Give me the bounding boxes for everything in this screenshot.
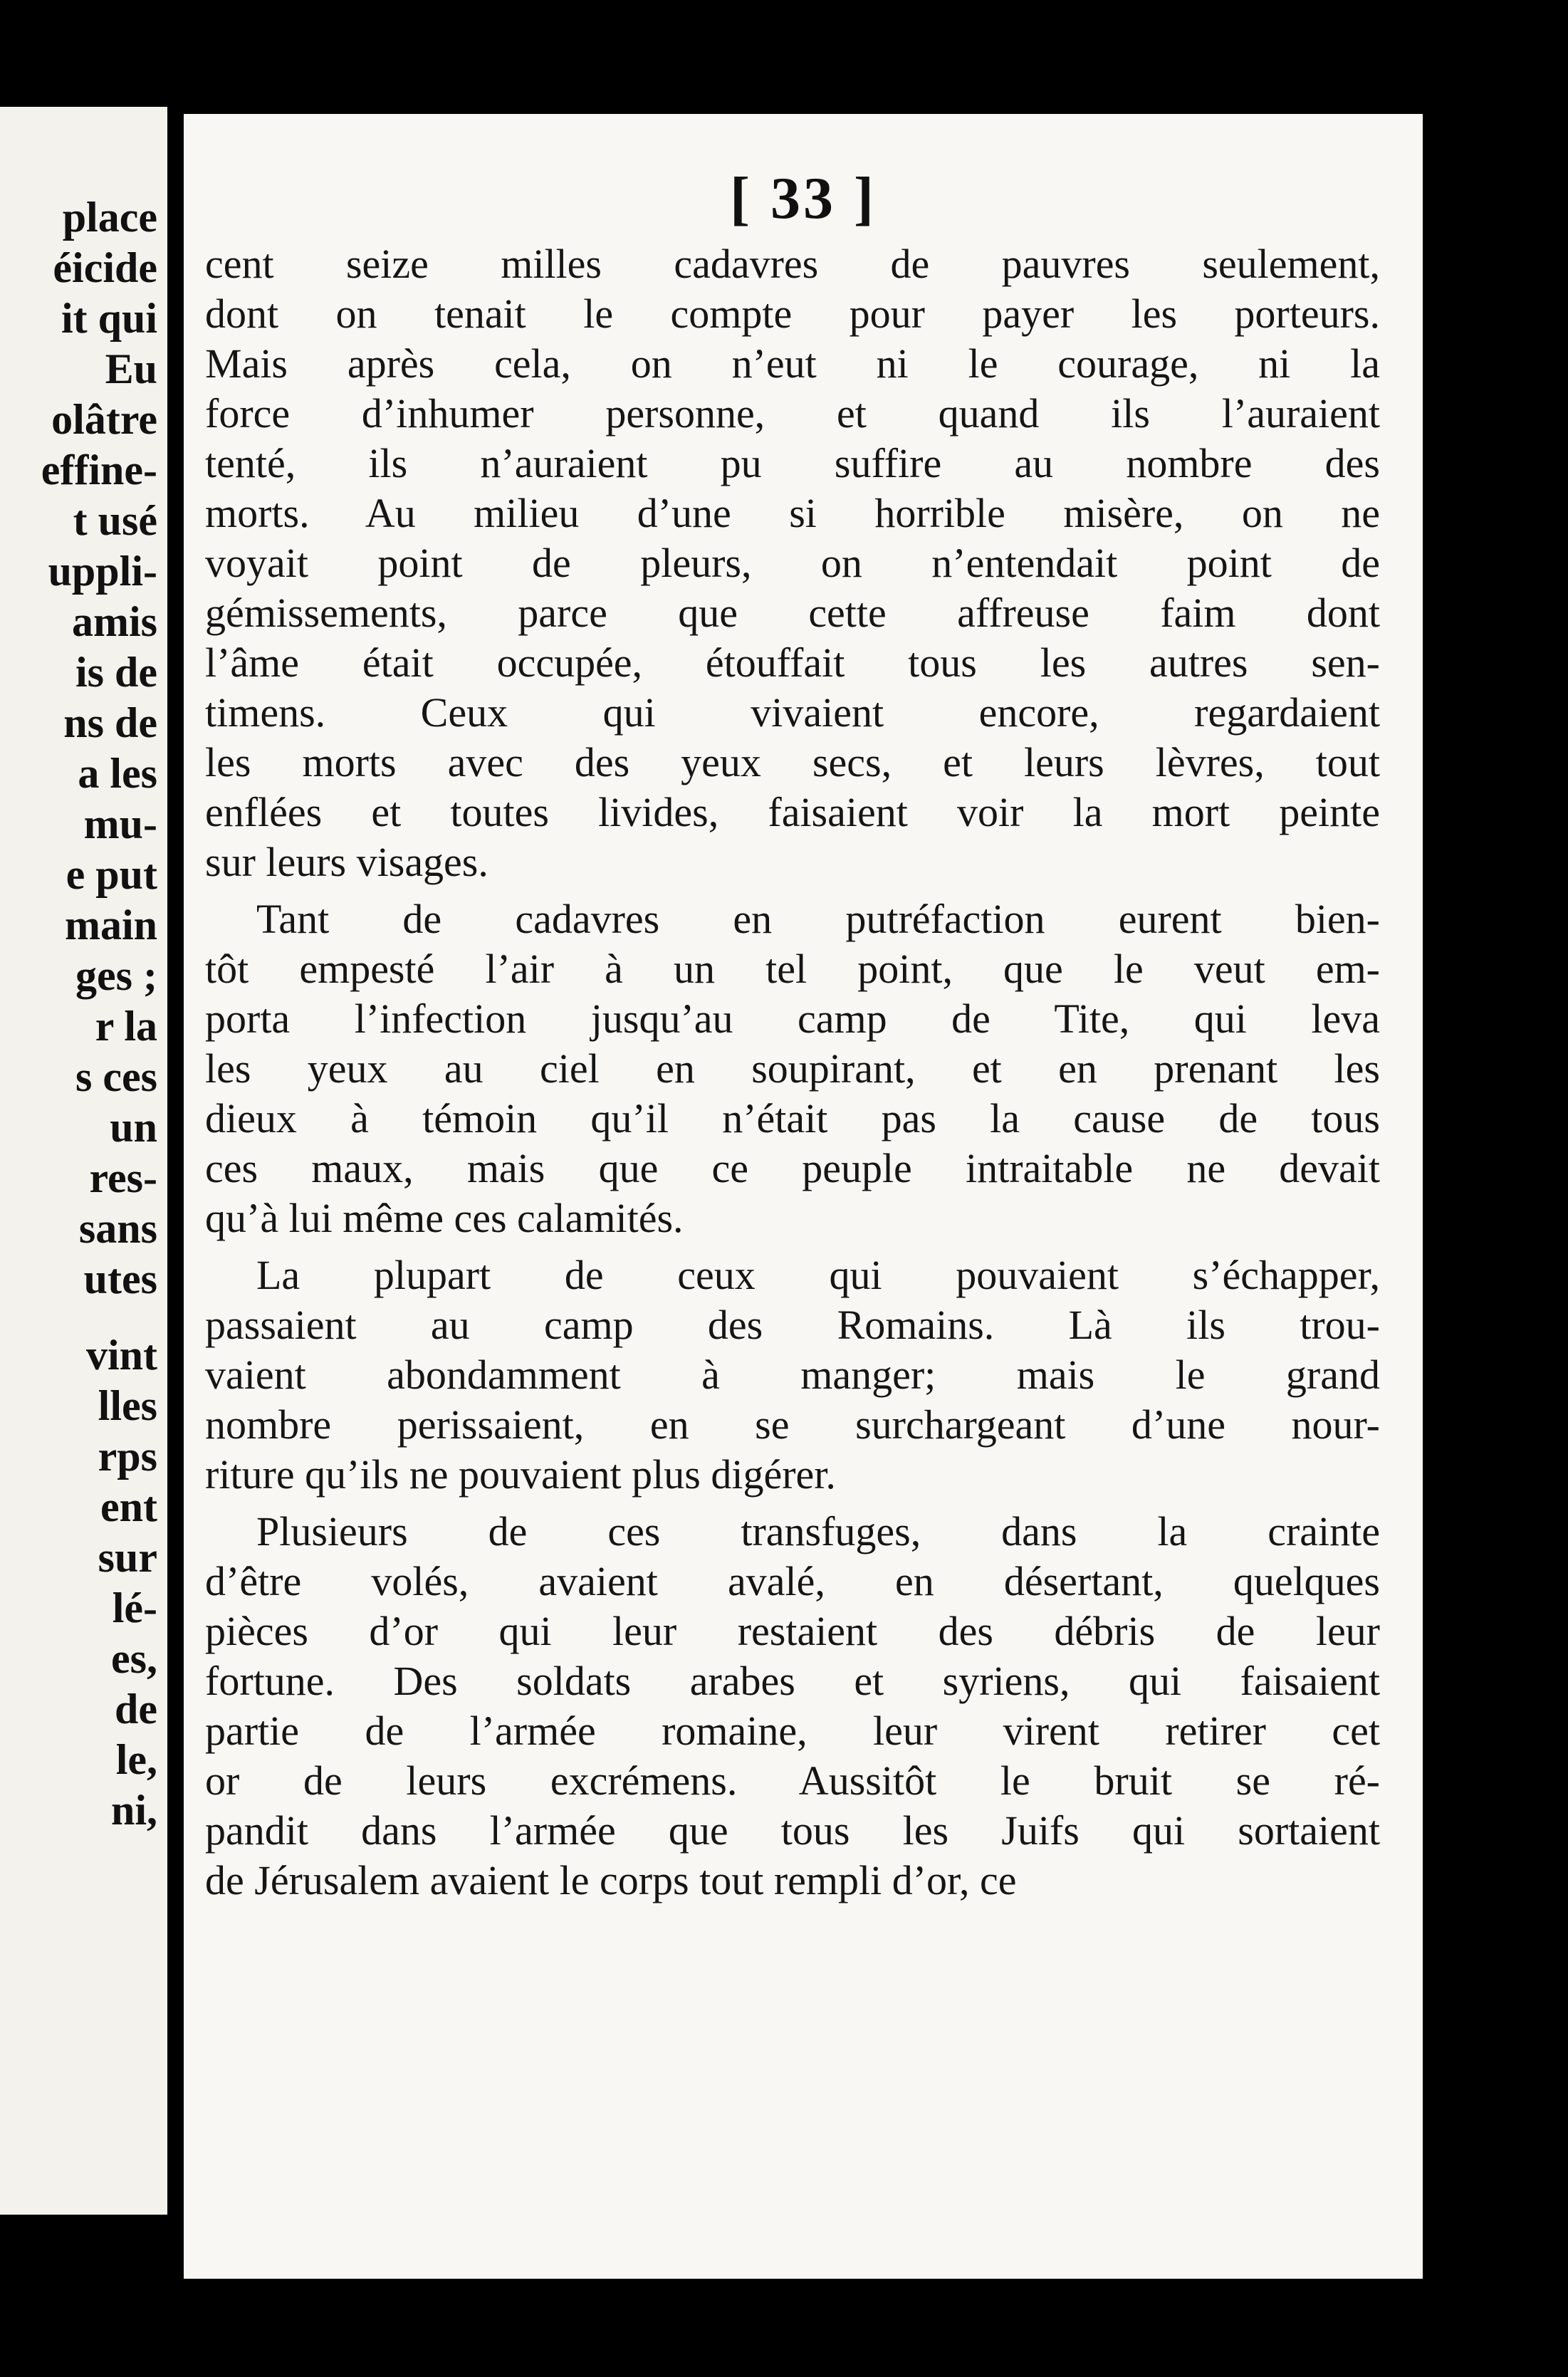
text-line: force d’inhumer personne, et quand ils l’auraient [205,390,1380,437]
adjacent-page-line: s ces [75,1053,157,1100]
adjacent-page-line: a les [78,750,157,797]
text-line: or de leurs excrémens. Aussitôt le bruit se ré- [205,1757,1380,1804]
text-line: l’âme était occupée, étouffait tous les autres sen- [205,639,1380,686]
text-line: porta l’infection jusqu’au camp de Tite, qui leva [205,996,1380,1042]
adjacent-page-line: sans [78,1205,157,1252]
adjacent-page-line: amis [72,598,157,645]
text-line: passaient au camp des Romains. Là ils trou- [205,1302,1380,1348]
text-line: dieux à témoin qu’il n’était pas la cause de tous [205,1095,1380,1142]
page-number: [ 33 ] [730,165,877,231]
adjacent-page-line: main [64,902,157,949]
adjacent-page-line: ent [100,1483,157,1530]
adjacent-page-line: lles [98,1382,157,1429]
text-line: dont on tenait le compte pour payer les porteurs. [205,291,1380,337]
text-line: Mais après cela, on n’eut ni le courage, ni la [205,340,1380,387]
text-line: sur leurs visages. [205,839,488,885]
text-line: d’être volés, avaient avalé, en désertant, quelques [205,1558,1380,1604]
adjacent-page-line: olâtre [51,396,157,443]
adjacent-page-line: uppli- [48,548,157,595]
adjacent-page-line: t usé [73,497,157,544]
text-line: cent seize milles cadavres de pauvres seulement, [205,241,1380,287]
text-line: les yeux au ciel en soupirant, et en prenant les [205,1045,1380,1092]
adjacent-page-line: e put [66,851,157,898]
text-line: gémissements, parce que cette affreuse faim dont [205,590,1380,636]
adjacent-page-line: ges ; [75,952,157,999]
text-line: La plupart de ceux qui pouvaient s’échapper, [256,1252,1380,1298]
text-line: tôt empesté l’air à un tel point, que le veut em- [205,946,1380,992]
paragraph [205,894,1380,1243]
adjacent-page-line: de [115,1686,157,1733]
adjacent-page-line: r la [95,1003,157,1050]
adjacent-page-line: utes [83,1255,157,1302]
text-line: ces maux, mais que ce peuple intraitable ne devait [205,1145,1380,1191]
text-line: partie de l’armée romaine, leur virent retirer cet [205,1708,1380,1754]
adjacent-page-line: place [62,194,157,241]
paragraph [205,1507,1380,1906]
page-body [205,239,1380,1906]
adjacent-page-line [41,1305,157,1330]
adjacent-page-line: vint [85,1332,157,1379]
text-line: timens. Ceux qui vivaient encore, regardaient [205,689,1380,736]
adjacent-page-strip [0,107,167,2215]
book-page [184,114,1423,2279]
text-line: qu’à lui même ces calamités. [205,1195,684,1241]
text-line: fortune. Des soldats arabes et syriens, qui faisaient [205,1658,1380,1704]
text-line: les morts avec des yeux secs, et leurs lèvres, tout [205,739,1380,785]
adjacent-page-text [41,192,157,1836]
paragraph [205,239,1380,887]
adjacent-page-line: it qui [61,295,157,342]
adjacent-page-line: es, [111,1635,157,1682]
adjacent-page-line: effine- [41,446,157,493]
text-line: morts. Au milieu d’une si horrible misère, on ne [205,490,1380,536]
paragraph [205,1250,1380,1500]
text-line: de Jérusalem avaient le corps tout rempli d’or, ce [205,1857,1017,1903]
adjacent-page-line: un [110,1104,157,1151]
adjacent-page-line: res- [89,1154,157,1201]
adjacent-page-line: Eu [105,345,157,392]
text-line: nombre perissaient, en se surchargeant d’une nour- [205,1401,1380,1448]
adjacent-page-line: is de [75,649,157,696]
text-line: Plusieurs de ces transfuges, dans la crainte [256,1508,1380,1555]
adjacent-page-line: éicide [53,244,157,291]
text-line: enflées et toutes livides, faisaient voir la mort peinte [205,789,1380,835]
adjacent-page-line: ni, [110,1787,157,1834]
text-line: pièces d’or qui leur restaient des débris de leur [205,1608,1380,1654]
adjacent-page-line: le, [115,1736,157,1783]
adjacent-page-line: ns de [63,699,157,746]
text-line: pandit dans l’armée que tous les Juifs qui sortaient [205,1807,1380,1854]
text-line: tenté, ils n’auraient pu suffire au nombre des [205,440,1380,486]
adjacent-page-line: mu- [83,800,157,847]
adjacent-page-line: sur [98,1534,157,1581]
text-line: vaient abondamment à manger; mais le grand [205,1352,1380,1398]
text-line: voyait point de pleurs, on n’entendait point de [205,540,1380,586]
adjacent-page-line: lé- [112,1584,157,1631]
text-line: riture qu’ils ne pouvaient plus digérer. [205,1451,836,1498]
text-line: Tant de cadavres en putréfaction eurent bien- [256,896,1380,942]
adjacent-page-line: rps [98,1433,157,1480]
